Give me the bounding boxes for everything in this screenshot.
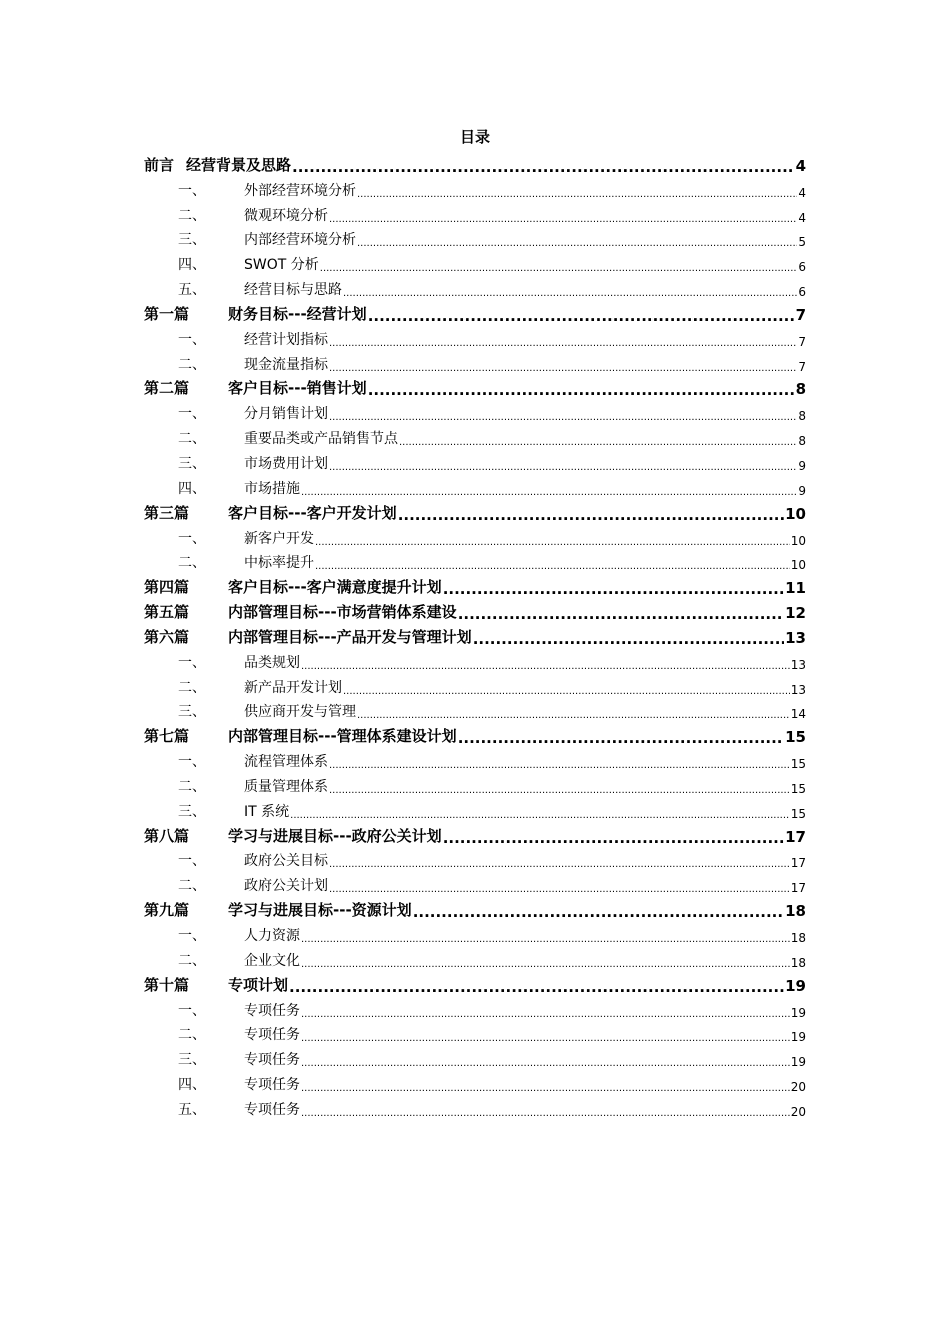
- toc-entry-page: 19: [785, 976, 806, 995]
- toc-chapter-entry[interactable]: [144, 895, 806, 920]
- toc-dot-leader: [301, 1109, 790, 1119]
- toc-section-entry[interactable]: [144, 523, 806, 548]
- toc-chapter-entry[interactable]: [144, 572, 806, 597]
- toc-dot-leader: [443, 831, 784, 846]
- toc-entry-number: 二、: [178, 952, 206, 969]
- toc-chapter-entry[interactable]: [144, 821, 806, 846]
- toc-entry-title: 专项任务: [244, 1101, 300, 1118]
- table-of-contents: [144, 150, 806, 1119]
- toc-entry-title: SWOT 分析: [244, 257, 319, 274]
- toc-entry-number: 四、: [178, 257, 206, 274]
- toc-entry-number: 二、: [178, 431, 206, 448]
- toc-dot-leader: [301, 1059, 790, 1069]
- toc-entry-page: 13: [790, 682, 806, 697]
- toc-dot-leader: [301, 1034, 790, 1044]
- toc-entry-title: 学习与进展目标---资源计划: [228, 901, 412, 920]
- toc-dot-leader: [458, 607, 784, 622]
- toc-entry-page: 17: [790, 856, 806, 871]
- toc-chapter-entry[interactable]: [144, 150, 806, 175]
- toc-dot-leader: [368, 383, 795, 398]
- toc-entry-page: 15: [785, 728, 806, 747]
- toc-dot-leader: [329, 413, 797, 423]
- toc-dot-leader: [289, 980, 784, 995]
- toc-section-entry[interactable]: [144, 274, 806, 299]
- toc-section-entry[interactable]: [144, 796, 806, 821]
- toc-entry-page: 9: [798, 483, 806, 498]
- toc-dot-leader: [301, 488, 797, 498]
- toc-entry-number: 第十篇: [144, 975, 190, 994]
- toc-entry-title: 经营目标与思路: [244, 282, 342, 299]
- toc-dot-leader: [413, 905, 784, 920]
- toc-entry-page: 10: [790, 558, 806, 573]
- toc-dot-leader: [301, 960, 790, 970]
- toc-section-entry[interactable]: [144, 548, 806, 573]
- toc-entry-number: 三、: [178, 455, 206, 472]
- toc-entry-title: 经营背景及思路: [186, 155, 292, 174]
- toc-entry-number: 三、: [178, 232, 206, 249]
- toc-entry-title: 品类规划: [244, 654, 300, 671]
- toc-dot-leader: [329, 885, 790, 895]
- toc-dot-leader: [320, 264, 798, 274]
- toc-entry-title: 质量管理体系: [244, 778, 328, 795]
- toc-entry-title: 经营计划指标: [244, 331, 328, 348]
- toc-entry-page: 6: [798, 260, 806, 275]
- toc-entry-page: 4: [795, 156, 806, 175]
- toc-entry-number: 第一篇: [144, 304, 190, 323]
- toc-entry-title: 市场措施: [244, 480, 300, 497]
- toc-dot-leader: [357, 711, 790, 721]
- toc-section-entry[interactable]: [144, 697, 806, 722]
- toc-entry-number: 二、: [178, 679, 206, 696]
- toc-entry-title: 中标率提升: [244, 555, 314, 572]
- toc-section-entry[interactable]: [144, 200, 806, 225]
- toc-dot-leader: [315, 562, 790, 572]
- toc-section-entry[interactable]: [144, 349, 806, 374]
- toc-entry-page: 8: [795, 380, 806, 399]
- toc-section-entry[interactable]: [144, 473, 806, 498]
- toc-entry-page: 15: [790, 781, 806, 796]
- toc-entry-title: 市场费用计划: [244, 455, 328, 472]
- toc-entry-title: 外部经营环境分析: [244, 182, 356, 199]
- toc-entry-number: 一、: [178, 754, 206, 771]
- toc-entry-number: 二、: [178, 878, 206, 895]
- toc-chapter-entry[interactable]: [144, 498, 806, 523]
- toc-entry-page: 10: [790, 533, 806, 548]
- toc-entry-number: 一、: [178, 182, 206, 199]
- toc-section-entry[interactable]: [144, 995, 806, 1020]
- toc-entry-page: 17: [790, 881, 806, 896]
- toc-section-entry[interactable]: [144, 672, 806, 697]
- toc-entry-title: 专项任务: [244, 1002, 300, 1019]
- toc-entry-title: 政府公关目标: [244, 853, 328, 870]
- toc-entry-page: 7: [798, 334, 806, 349]
- toc-entry-number: 第七篇: [144, 727, 190, 746]
- toc-entry-title: 分月销售计划: [244, 406, 328, 423]
- toc-section-entry[interactable]: [144, 324, 806, 349]
- toc-entry-number: 二、: [178, 1027, 206, 1044]
- toc-entry-number: 一、: [178, 1002, 206, 1019]
- toc-entry-title: 流程管理体系: [244, 754, 328, 771]
- toc-dot-leader: [398, 508, 784, 523]
- toc-entry-page: 18: [790, 955, 806, 970]
- toc-dot-leader: [357, 239, 797, 249]
- toc-section-entry[interactable]: [144, 945, 806, 970]
- toc-dot-leader: [343, 289, 797, 299]
- toc-entry-number: 第二篇: [144, 379, 190, 398]
- toc-chapter-entry[interactable]: [144, 970, 806, 995]
- toc-dot-leader: [399, 438, 797, 448]
- toc-dot-leader: [473, 632, 784, 647]
- toc-entry-title: 新产品开发计划: [244, 679, 342, 696]
- toc-dot-leader: [292, 160, 795, 175]
- toc-section-entry[interactable]: [144, 771, 806, 796]
- toc-entry-title: 专项任务: [244, 1027, 300, 1044]
- toc-entry-page: 15: [790, 757, 806, 772]
- toc-entry-number: 第九篇: [144, 901, 190, 920]
- toc-section-entry[interactable]: [144, 448, 806, 473]
- toc-dot-leader: [301, 662, 790, 672]
- toc-entry-number: 第八篇: [144, 826, 190, 845]
- toc-dot-leader: [329, 339, 797, 349]
- toc-entry-number: 三、: [178, 704, 206, 721]
- toc-entry-title: 客户目标---销售计划: [228, 379, 367, 398]
- toc-section-entry[interactable]: [144, 1094, 806, 1119]
- toc-entry-page: 4: [798, 185, 806, 200]
- toc-entry-page: 14: [790, 707, 806, 722]
- toc-entry-title: 供应商开发与管理: [244, 704, 356, 721]
- toc-entry-number: 一、: [178, 331, 206, 348]
- toc-entry-number: 三、: [178, 1052, 206, 1069]
- toc-section-entry[interactable]: [144, 746, 806, 771]
- toc-entry-page: 6: [798, 285, 806, 300]
- toc-dot-leader: [343, 687, 790, 697]
- toc-entry-title: 重要品类或产品销售节点: [244, 431, 398, 448]
- toc-entry-number: 四、: [178, 1077, 206, 1094]
- toc-entry-title: 客户目标---客户开发计划: [228, 503, 397, 522]
- toc-entry-number: 五、: [178, 282, 206, 299]
- toc-entry-title: 政府公关计划: [244, 878, 328, 895]
- toc-chapter-entry[interactable]: [144, 622, 806, 647]
- toc-dot-leader: [443, 582, 784, 597]
- toc-entry-page: 20: [790, 1104, 806, 1119]
- toc-chapter-entry[interactable]: [144, 299, 806, 324]
- toc-section-entry[interactable]: [144, 423, 806, 448]
- toc-entry-page: 8: [798, 434, 806, 449]
- toc-entry-title: 专项任务: [244, 1052, 300, 1069]
- toc-entry-page: 8: [798, 409, 806, 424]
- toc-entry-number: 第五篇: [144, 603, 190, 622]
- toc-entry-page: 19: [790, 1055, 806, 1070]
- toc-dot-leader: [329, 761, 790, 771]
- toc-dot-leader: [458, 731, 784, 746]
- toc-entry-title: 客户目标---客户满意度提升计划: [228, 578, 442, 597]
- toc-entry-title: IT 系统: [244, 803, 290, 820]
- toc-entry-title: 专项任务: [244, 1077, 300, 1094]
- toc-entry-number: 二、: [178, 356, 206, 373]
- toc-entry-page: 7: [798, 359, 806, 374]
- toc-entry-number: 三、: [178, 803, 206, 820]
- toc-entry-title: 内部管理目标---管理体系建设计划: [228, 727, 457, 746]
- toc-entry-page: 9: [798, 458, 806, 473]
- toc-entry-number: 二、: [178, 778, 206, 795]
- toc-entry-page: 20: [790, 1080, 806, 1095]
- toc-entry-number: 一、: [178, 853, 206, 870]
- toc-entry-page: 10: [785, 504, 806, 523]
- toc-entry-title: 内部经营环境分析: [244, 232, 356, 249]
- toc-dot-leader: [315, 538, 790, 548]
- toc-entry-title: 内部管理目标---市场营销体系建设: [228, 603, 457, 622]
- toc-section-entry[interactable]: [144, 175, 806, 200]
- toc-entry-page: 13: [785, 628, 806, 647]
- toc-section-entry[interactable]: [144, 1044, 806, 1069]
- toc-section-entry[interactable]: [144, 225, 806, 250]
- toc-section-entry[interactable]: [144, 398, 806, 423]
- toc-entry-page: 17: [785, 827, 806, 846]
- toc-entry-page: 11: [785, 579, 806, 598]
- toc-entry-number: 一、: [178, 530, 206, 547]
- toc-dot-leader: [357, 190, 797, 200]
- toc-section-entry[interactable]: [144, 870, 806, 895]
- toc-entry-number: 二、: [178, 555, 206, 572]
- toc-entry-page: 18: [785, 902, 806, 921]
- toc-entry-page: 18: [790, 931, 806, 945]
- toc-entry-title: 人力资源: [244, 928, 300, 944]
- toc-entry-page: 15: [790, 806, 806, 821]
- toc-entry-number: 一、: [178, 928, 206, 944]
- toc-entry-title: 现金流量指标: [244, 356, 328, 373]
- toc-entry-number: 二、: [178, 207, 206, 224]
- toc-dot-leader: [301, 1084, 790, 1094]
- toc-title: 目录: [459, 128, 490, 146]
- toc-dot-leader: [329, 463, 797, 473]
- toc-dot-leader: [301, 935, 790, 945]
- toc-section-entry[interactable]: [144, 846, 806, 871]
- toc-entry-number: 五、: [178, 1101, 206, 1118]
- toc-entry-number: 一、: [178, 654, 206, 671]
- toc-dot-leader: [329, 215, 797, 225]
- toc-entry-page: 19: [790, 1005, 806, 1020]
- toc-entry-number: 前言: [144, 155, 175, 174]
- toc-entry-title: 新客户开发: [244, 530, 314, 547]
- toc-section-entry[interactable]: [144, 647, 806, 672]
- toc-entry-number: 第六篇: [144, 627, 190, 646]
- toc-section-entry[interactable]: [144, 1020, 806, 1045]
- toc-entry-number: 第四篇: [144, 578, 190, 597]
- toc-entry-page: 7: [795, 305, 806, 324]
- toc-entry-page: 19: [790, 1030, 806, 1045]
- toc-entry-title: 微观环境分析: [244, 207, 328, 224]
- toc-entry-number: 一、: [178, 406, 206, 423]
- toc-entry-number: 四、: [178, 480, 206, 497]
- toc-dot-leader: [368, 309, 795, 324]
- toc-section-entry[interactable]: [144, 920, 806, 945]
- toc-dot-leader: [329, 786, 790, 796]
- toc-entry-page: 4: [798, 210, 806, 225]
- toc-entry-page: 12: [785, 604, 806, 623]
- toc-chapter-entry[interactable]: [144, 721, 806, 746]
- toc-chapter-entry[interactable]: [144, 374, 806, 399]
- toc-dot-leader: [290, 811, 790, 821]
- toc-section-entry[interactable]: [144, 1069, 806, 1094]
- toc-dot-leader: [329, 860, 790, 870]
- toc-dot-leader: [301, 1010, 790, 1020]
- toc-entry-title: 财务目标---经营计划: [228, 304, 367, 323]
- toc-entry-page: 13: [790, 657, 806, 672]
- toc-entry-page: 5: [798, 235, 806, 250]
- toc-entry-title: 专项计划: [228, 975, 289, 994]
- toc-entry-number: 第三篇: [144, 503, 190, 522]
- toc-dot-leader: [329, 364, 797, 374]
- toc-chapter-entry[interactable]: [144, 597, 806, 622]
- toc-entry-title: 学习与进展目标---政府公关计划: [228, 826, 442, 845]
- toc-entry-title: 内部管理目标---产品开发与管理计划: [228, 627, 472, 646]
- toc-entry-title: 企业文化: [244, 952, 300, 969]
- toc-section-entry[interactable]: [144, 249, 806, 274]
